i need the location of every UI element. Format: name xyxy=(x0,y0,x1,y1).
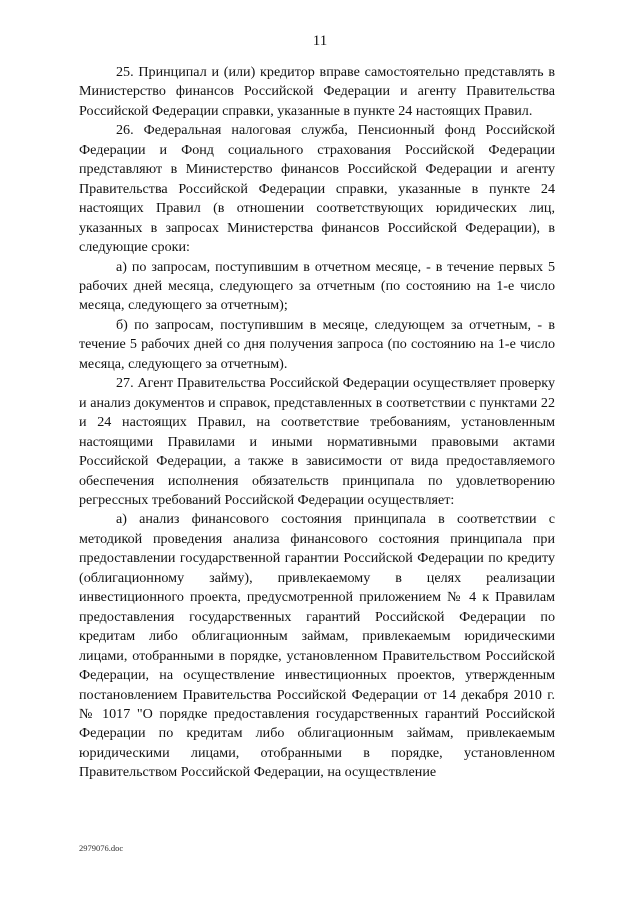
page-number: 11 xyxy=(312,33,328,49)
file-name-label: 2979076.doc xyxy=(79,843,124,853)
paragraph-25: 25. Принципал и (или) кредитор вправе самостоятельно представлять в Министерство финансов Российской Федерации и агенту Правительства Российской Федерации справки, указанные в пункте 24 настоящих Правил. xyxy=(79,64,555,119)
paragraph-26-item-b: б) по запросам, поступившим в месяце, следующем за отчетным, - в течение 5 рабочих дней со дня получения запроса (по состоянию на 1-е число месяца, следующего за отчетным). xyxy=(79,316,555,372)
document-body xyxy=(79,63,555,783)
paragraph-27-item-a: а) анализ финансового состояния принципала в соответствии с методикой проведения анализа финансового состояния принципала при предоставлении государственной гарантии Российской Федерации по кредиту (облигационному займу), привлекаемому в целях реализации инвестиционного проекта, предусмотренной приложением № 4 к Правилам предоставления государственных гарантий Российской Федерации по кредитам либо облигационным займам, привлекаемым юридическими лицами, отобранными в порядке, установленном Правительством Российской Федерации, на осуществление инвестиционных проектов, утвержденным постановлением Правительства Российской Федерации от 14 декабря 2010 г. № 1017 "О порядке предоставления государственных гарантий Российской Федерации по кредитам либо облигационным займам, привлекаемым юридическими лицами, отобранными в порядке, установленном Правительством Российской Федерации, на осуществление xyxy=(79,511,555,781)
paragraph-26: 26. Федеральная налоговая служба, Пенсионный фонд Российской Федерации и Фонд социального страхования Российской Федерации представляют в Министерство финансов Российской Федерации и агенту Правительства Российской Федерации справки, указанные в пункте 24 настоящих Правил (в отношении соответствующих юридических лиц, указанных в запросах Министерства финансов Российской Федерации), в следующие сроки: xyxy=(79,122,555,256)
paragraph-26-item-a: а) по запросам, поступившим в отчетном месяце, - в течение первых 5 рабочих дней месяца, следующего за отчетным (по состоянию на 1-е число месяца, следующего за отчетным); xyxy=(79,258,555,314)
paragraph-27: 27. Агент Правительства Российской Федерации осуществляет проверку и анализ документов и справок, представленных в соответствии с пунктами 22 и 24 настоящих Правил, на соответствие требованиям, установленным настоящими Правилами и иными нормативными правовыми актами Российской Федерации, а также в зависимости от вида предоставляемого обеспечения исполнения обязательств принципала по удовлетворению регрессных требований Российской Федерации осуществляет: xyxy=(79,375,555,508)
